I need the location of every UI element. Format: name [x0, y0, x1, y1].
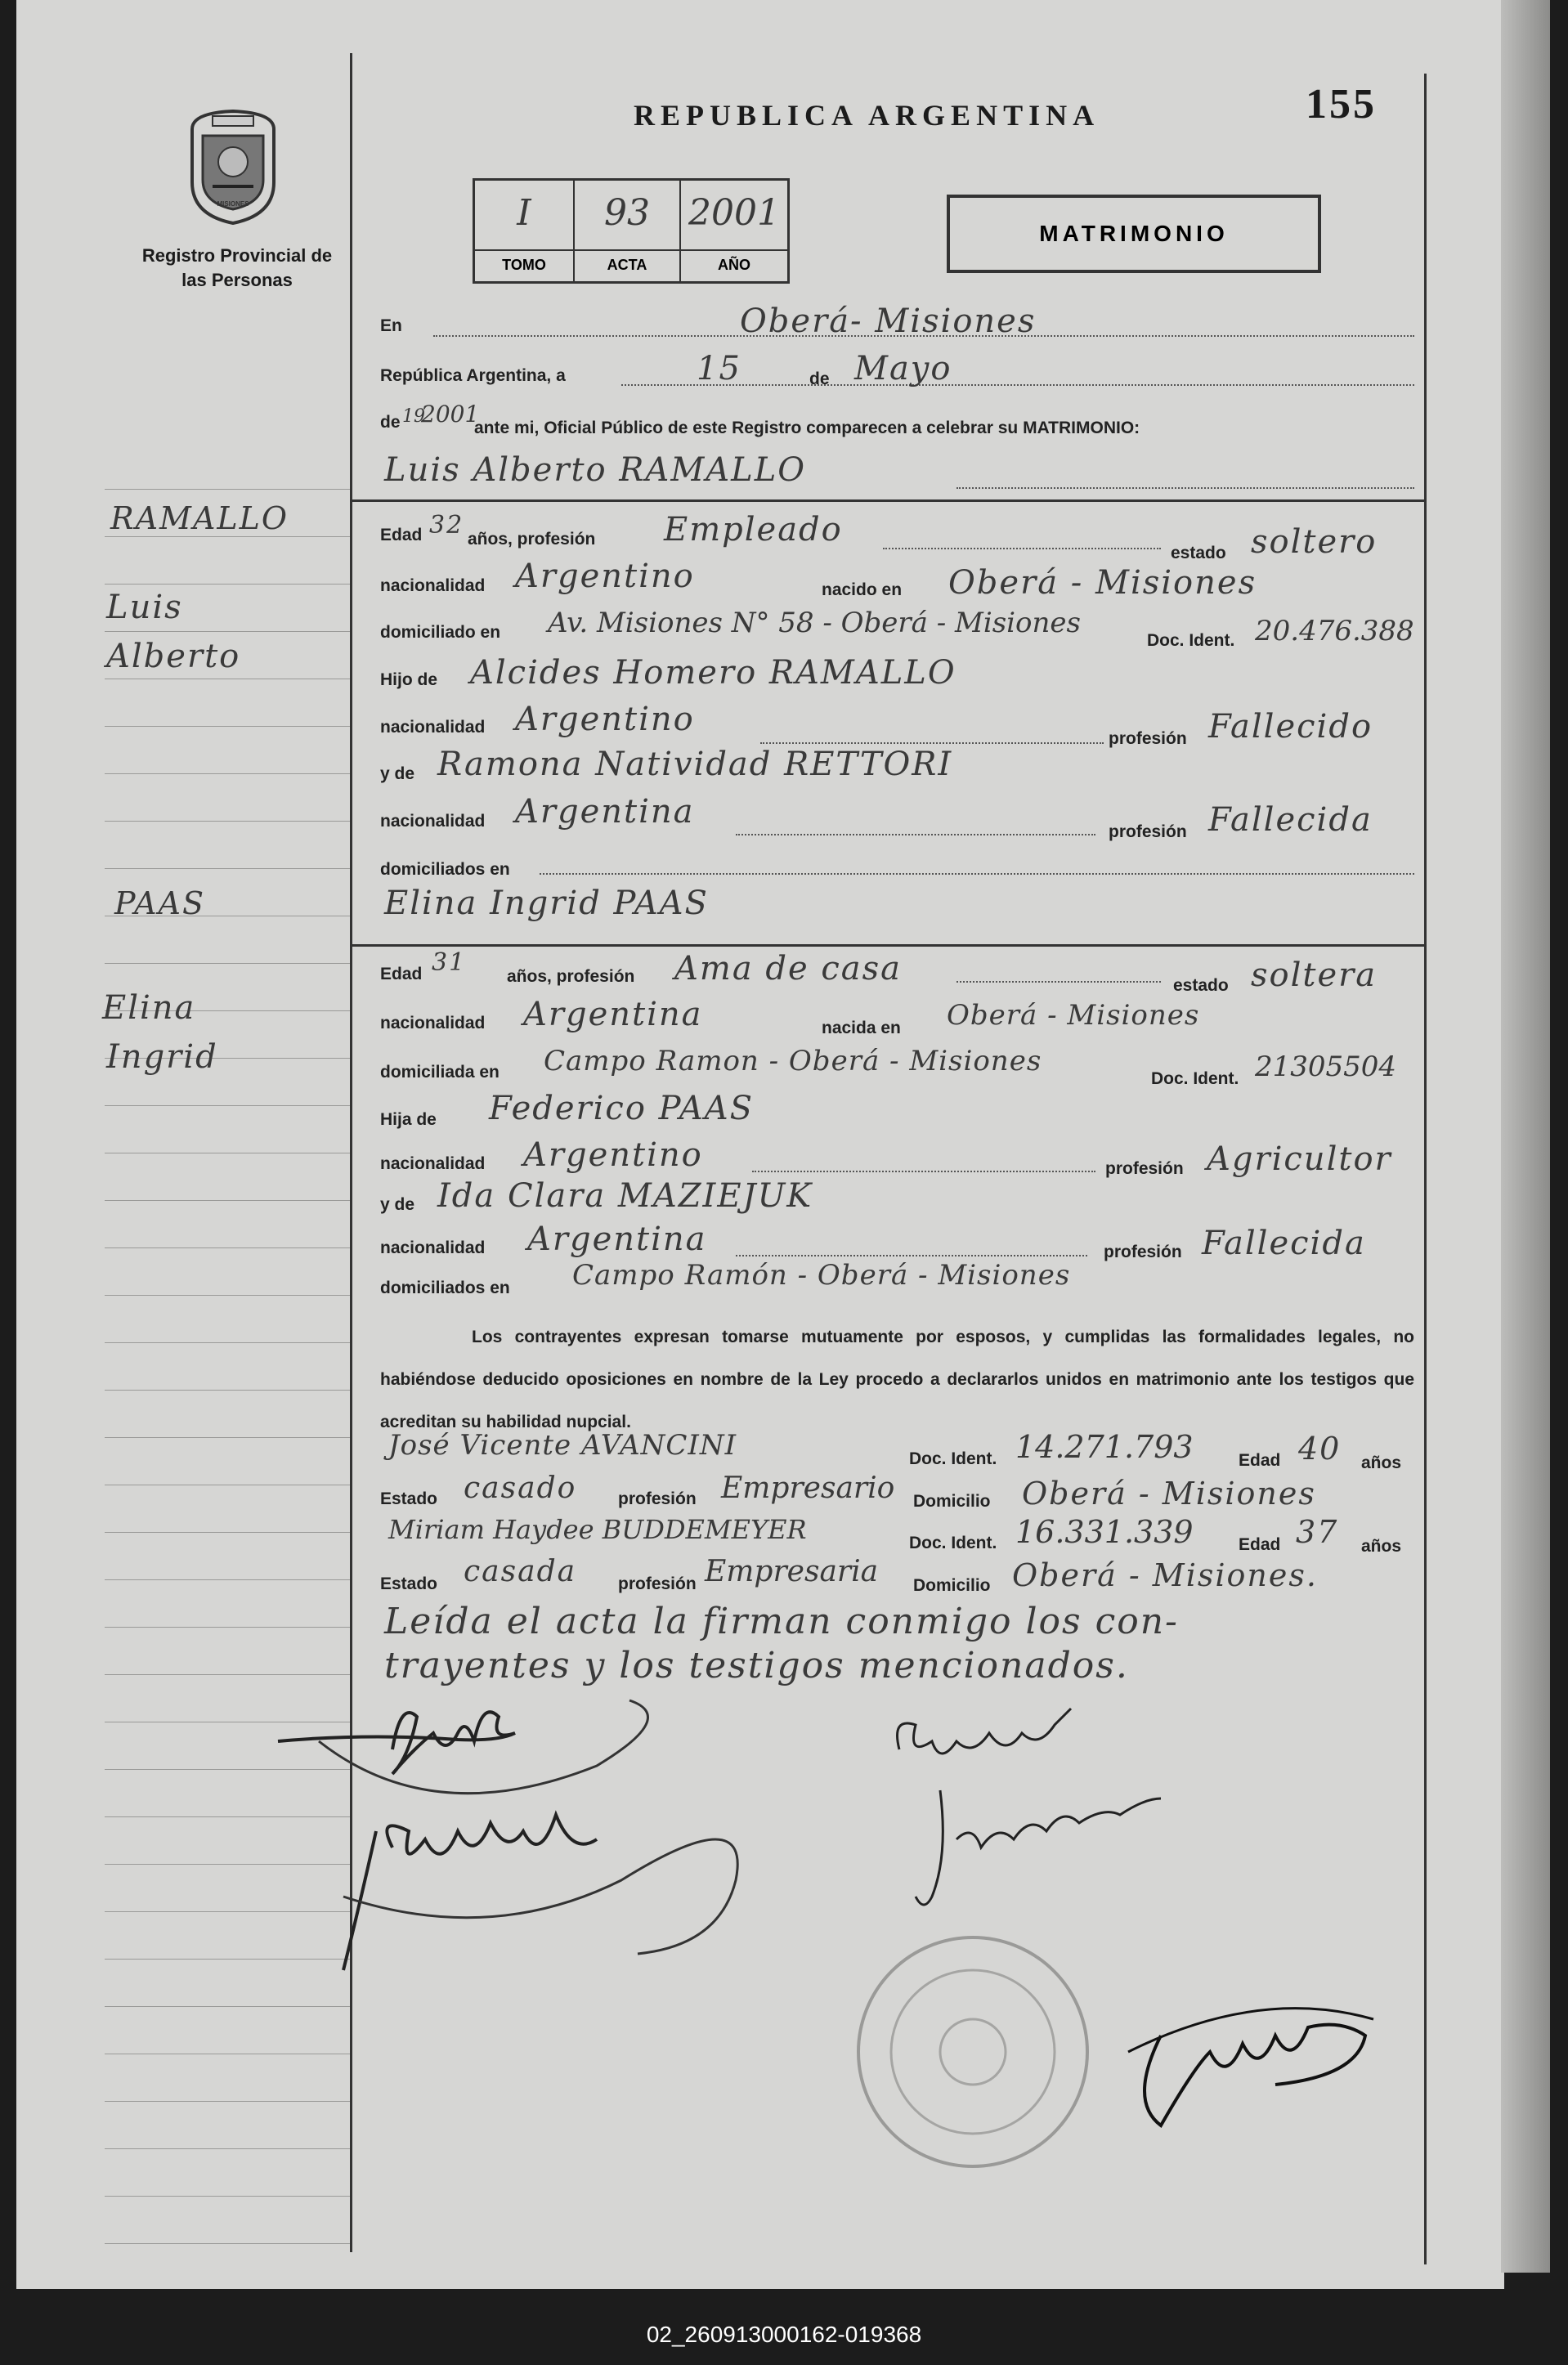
- label-domicilio-witness-1: Domicilio: [913, 1492, 991, 1511]
- margin-rule: [105, 2006, 350, 2007]
- margin-rule: [105, 1437, 350, 1438]
- groom-mother-profession: Fallecida: [1208, 801, 1373, 839]
- witness-2-status: casada: [464, 1555, 577, 1588]
- margin-rule: [105, 1295, 350, 1296]
- label-nacido-en: nacido en: [822, 580, 903, 599]
- bride-father: Federico PAAS: [489, 1090, 755, 1127]
- label-domiciliados-en-bride: domiciliados en: [380, 1279, 510, 1297]
- page-number: 155: [1306, 81, 1377, 128]
- acta-caption: ACTA: [575, 249, 679, 280]
- label-nacionalidad: nacionalidad: [380, 576, 486, 595]
- label-doc-ident-witness-2: Doc. Ident.: [909, 1534, 997, 1552]
- margin-rule: [105, 1247, 350, 1248]
- groom-father: Alcides Homero RAMALLO: [470, 654, 956, 692]
- groom-nationality: Argentino: [515, 558, 695, 595]
- tomo-caption: TOMO: [475, 249, 573, 280]
- witness-1-doc: 14.271.793: [1015, 1429, 1194, 1465]
- groom-doc: 20.476.388: [1255, 615, 1414, 647]
- witness-2-profession: Empresaria: [705, 1555, 879, 1588]
- margin-rule: [105, 1579, 350, 1580]
- groom-father-profession: Fallecido: [1208, 708, 1373, 746]
- margin-rule: [105, 1674, 350, 1675]
- label-profesion-witness-1: profesión: [618, 1489, 697, 1508]
- witness-2-name: Miriam Haydee BUDDEMEYER: [388, 1514, 807, 1545]
- marriage-month: Mayo: [854, 350, 952, 387]
- margin-rule: [105, 584, 350, 585]
- witness-1-signature: [883, 1700, 1095, 1782]
- witness-1-address: Oberá - Misiones: [1022, 1476, 1316, 1512]
- label-edad-witness-1: Edad: [1239, 1451, 1281, 1470]
- margin-rule: [105, 2101, 350, 2102]
- label-nacida-en: nacida en: [822, 1019, 901, 1037]
- margin-groom-given-2: Alberto: [106, 638, 241, 675]
- label-anos-profesion-bride: años, profesión: [507, 967, 635, 986]
- label-nacionalidad-bride: nacionalidad: [380, 1014, 486, 1032]
- margin-rule: [105, 1105, 350, 1106]
- label-domicilio-witness-2: Domicilio: [913, 1576, 991, 1595]
- dotted-line: [752, 1171, 1095, 1172]
- witness-2-age: 37: [1296, 1514, 1339, 1550]
- margin-groom-given-1: Luis: [106, 589, 183, 626]
- witness-2-signature: [907, 1774, 1185, 1921]
- margin-rule: [105, 963, 350, 964]
- label-y-de: y de: [380, 764, 415, 783]
- margin-rule: [105, 2148, 350, 2149]
- margin-rule: [105, 536, 350, 537]
- dotted-line: [760, 742, 1104, 744]
- marriage-place: Oberá- Misiones: [740, 302, 1037, 340]
- book-edge: [1501, 0, 1550, 2273]
- label-nacionalidad-bride-mother: nacionalidad: [380, 1238, 486, 1257]
- label-doc-ident-witness-1: Doc. Ident.: [909, 1449, 997, 1468]
- emblem-label: MISIONES: [217, 200, 249, 208]
- bride-profession: Ama de casa: [674, 950, 902, 988]
- label-en: En: [380, 316, 402, 335]
- bride-signature: [327, 1782, 785, 1995]
- groom-section-separator: [352, 499, 1424, 502]
- label-nacionalidad-father: nacionalidad: [380, 718, 486, 737]
- groom-father-nationality: Argentino: [515, 701, 695, 738]
- witness-1-status: casado: [464, 1471, 577, 1505]
- closing-note-line-2: trayentes y los testigos mencionados.: [384, 1645, 1129, 1686]
- label-estado-witness-1: Estado: [380, 1489, 438, 1508]
- country-title: REPUBLICA ARGENTINA: [634, 99, 1100, 132]
- bride-name: Elina Ingrid PAAS: [384, 885, 709, 922]
- groom-mother-nationality: Argentina: [515, 793, 695, 831]
- label-profesion-father: profesión: [1109, 729, 1187, 748]
- label-edad-witness-2: Edad: [1239, 1535, 1281, 1554]
- ano-value: 2001: [688, 192, 780, 234]
- label-y-de-bride: y de: [380, 1195, 415, 1214]
- margin-rule: [105, 1390, 350, 1391]
- margin-rule: [105, 631, 350, 632]
- label-domiciliados-en: domiciliados en: [380, 860, 510, 879]
- label-nacionalidad-mother: nacionalidad: [380, 812, 486, 831]
- acta-value: 93: [604, 192, 650, 234]
- groom-birthplace: Oberá - Misiones: [948, 564, 1257, 602]
- bride-parents-address: Campo Ramón - Oberá - Misiones: [572, 1259, 1071, 1292]
- label-doc-ident: Doc. Ident.: [1147, 631, 1235, 650]
- label-doc-ident-bride: Doc. Ident.: [1151, 1069, 1239, 1088]
- bride-section-separator: [352, 944, 1424, 947]
- bride-doc: 21305504: [1255, 1050, 1397, 1083]
- groom-status: soltero: [1251, 523, 1378, 561]
- label-domiciliado-en: domiciliado en: [380, 623, 501, 642]
- bride-mother: Ida Clara MAZIEJUK: [437, 1177, 813, 1215]
- groom-address: Av. Misiones N° 58 - Oberá - Misiones: [548, 607, 1081, 639]
- margin-rule: [105, 1532, 350, 1533]
- dotted-line: [956, 487, 1414, 489]
- provincial-emblem-icon: [180, 105, 286, 227]
- bride-mother-nationality: Argentina: [527, 1221, 707, 1258]
- bride-mother-profession: Fallecida: [1202, 1225, 1366, 1262]
- official-signature: [1095, 1987, 1390, 2150]
- label-domiciliada-en: domiciliada en: [380, 1063, 500, 1082]
- record-number-box: [473, 178, 790, 284]
- witness-1-profession: Empresario: [721, 1471, 895, 1505]
- bride-birthplace: Oberá - Misiones: [947, 999, 1200, 1032]
- groom-name: Luis Alberto RAMALLO: [384, 451, 807, 489]
- groom-age: 32: [429, 511, 464, 540]
- dotted-line: [736, 834, 1095, 835]
- margin-groom-surname: RAMALLO: [110, 500, 289, 536]
- label-edad: Edad: [380, 526, 423, 544]
- margin-rule: [105, 1342, 350, 1343]
- label-hija-de: Hija de: [380, 1110, 437, 1129]
- closing-note-line-1: Leída el acta la firman conmigo los con-: [384, 1601, 1179, 1642]
- dotted-line: [540, 873, 1414, 875]
- label-profesion-bride-father: profesión: [1105, 1159, 1184, 1178]
- label-republica: República Argentina, a: [380, 366, 566, 385]
- margin-rule: [105, 868, 350, 869]
- acta-cell: [575, 181, 681, 281]
- witness-2-doc: 16.331.339: [1015, 1514, 1194, 1550]
- margin-rule: [105, 489, 350, 490]
- margin-bride-surname: PAAS: [114, 885, 205, 921]
- label-anos-profesion: años, profesión: [468, 530, 596, 549]
- margin-rule: [105, 1959, 350, 1960]
- bride-status: soltera: [1251, 956, 1378, 994]
- bride-address: Campo Ramon - Oberá - Misiones: [544, 1045, 1042, 1077]
- file-identifier: 02_260913000162-019368: [646, 2322, 922, 2347]
- bride-father-profession: Agricultor: [1207, 1140, 1392, 1178]
- label-oficial: ante mi, Oficial Público de este Registro comparecen a celebrar su MATRIMONIO:: [474, 419, 1140, 437]
- margin-rule: [105, 726, 350, 727]
- bride-age: 31: [432, 948, 467, 977]
- witness-1-name: José Vicente AVANCINI: [388, 1429, 737, 1462]
- dotted-line: [883, 548, 1161, 549]
- label-hijo-de: Hijo de: [380, 670, 438, 689]
- label-nacionalidad-bride-father: nacionalidad: [380, 1154, 486, 1173]
- label-anos-witness-2: años: [1361, 1537, 1402, 1556]
- tomo-cell: [475, 181, 575, 281]
- groom-profession: Empleado: [664, 511, 843, 549]
- label-estado-witness-2: Estado: [380, 1574, 438, 1593]
- certificate-type: MATRIMONIO: [947, 195, 1321, 273]
- margin-bride-given-1: Elina: [102, 989, 196, 1027]
- margin-rule: [105, 1627, 350, 1628]
- label-profesion-bride-mother: profesión: [1104, 1243, 1182, 1261]
- registry-name: Registro Provincial de las Personas: [141, 245, 333, 290]
- label-de-year: de: [380, 413, 401, 432]
- declaration-text: Los contrayentes expresan tomarse mutuamente por esposos, y cumplidas las formalidades legales, no habiéndose deducido oposiciones en nombre de la Ley procedo a declararlos unidos en matrimonio ante los testigos que acreditan su habilidad nupcial.: [380, 1328, 1414, 1431]
- label-estado-bride: estado: [1173, 976, 1229, 995]
- marriage-year: 2001: [421, 401, 480, 428]
- margin-bride-given-2: Ingrid: [106, 1038, 218, 1076]
- tomo-value: I: [517, 192, 531, 234]
- right-border-line: [1424, 74, 1427, 2264]
- groom-mother: Ramona Natividad RETTORI: [437, 746, 953, 783]
- label-estado: estado: [1171, 544, 1226, 562]
- year-prefix: 19: [402, 406, 425, 427]
- dotted-line: [956, 981, 1161, 983]
- bride-father-nationality: Argentino: [523, 1136, 703, 1174]
- witness-2-address: Oberá - Misiones.: [1012, 1557, 1318, 1593]
- marriage-day: 15: [697, 350, 741, 387]
- margin-rule: [105, 773, 350, 774]
- bride-nationality: Argentina: [523, 996, 703, 1033]
- margin-rule: [105, 2196, 350, 2197]
- dotted-line: [736, 1255, 1087, 1256]
- label-profesion-witness-2: profesión: [618, 1574, 697, 1593]
- margin-rule: [105, 1200, 350, 1201]
- margin-rule: [105, 2243, 350, 2244]
- label-anos-witness-1: años: [1361, 1453, 1402, 1472]
- label-profesion-mother: profesión: [1109, 822, 1187, 841]
- label-edad-bride: Edad: [380, 965, 423, 983]
- margin-rule: [105, 821, 350, 822]
- ano-caption: AÑO: [681, 249, 787, 280]
- ano-cell: [681, 181, 787, 281]
- witness-1-age: 40: [1298, 1431, 1342, 1467]
- registry-seal-icon: [850, 1929, 1095, 2175]
- label-de: de: [809, 370, 830, 388]
